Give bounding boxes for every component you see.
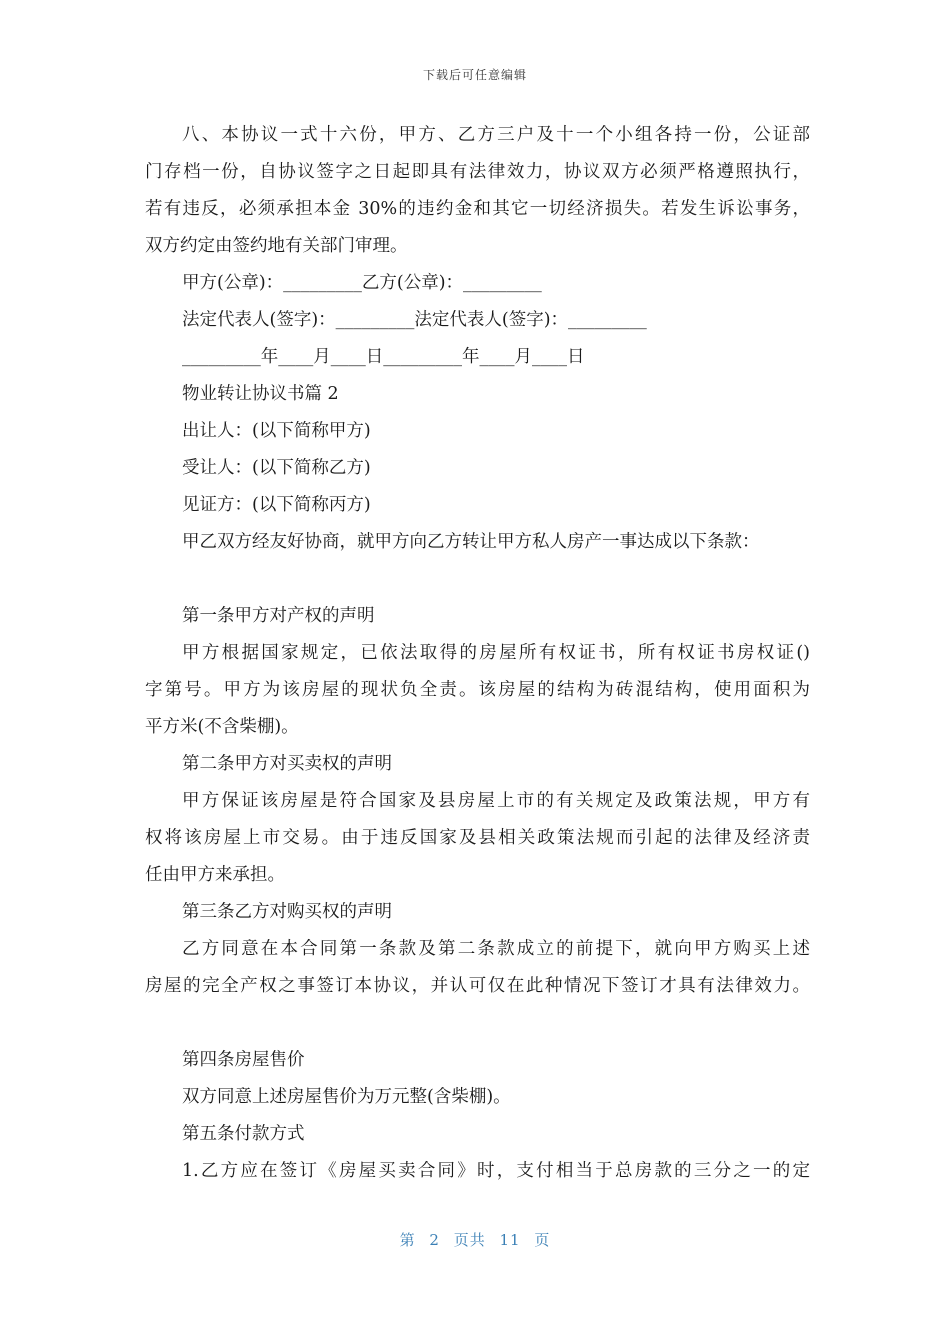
- paragraph-line: 物业转让协议书篇 2: [182, 384, 339, 404]
- paragraph-line: 乙方同意在本合同第一条款及第二条款成立的前提下，就向甲方购买上述: [182, 939, 810, 959]
- paragraph-line: 任由甲方来承担。: [145, 865, 285, 885]
- paragraph-line: 受让人：(以下简称乙方): [182, 458, 371, 478]
- paragraph-line: 若有违反，必须承担本金 30%的违约金和其它一切经济损失。若发生诉讼事务，: [145, 199, 810, 219]
- blank-line: [145, 561, 810, 598]
- paragraph-line: 出让人：(以下简称甲方): [182, 421, 371, 441]
- paragraph-line: 第四条房屋售价: [182, 1050, 305, 1070]
- paragraph-line: 法定代表人(签字)：_________法定代表人(签字)：_________: [182, 310, 647, 330]
- paragraph-line: 平方米(不含柴棚)。: [145, 717, 299, 737]
- paragraph-line: 权将该房屋上市交易。由于违反国家及县相关政策法规而引起的法律及经济责: [145, 828, 810, 848]
- paragraph-line: 第三条乙方对购买权的声明: [182, 902, 392, 922]
- paragraph-line: 甲方根据国家规定，已依法取得的房屋所有权证书，所有权证书房权证(): [182, 643, 810, 663]
- paragraph-line: 字第号。甲方为该房屋的现状负全责。该房屋的结构为砖混结构，使用面积为: [145, 680, 810, 700]
- paragraph-line: 八、本协议一式十六份，甲方、乙方三户及十一个小组各持一份，公证部: [182, 125, 810, 145]
- paragraph-line: 1.乙方应在签订《房屋买卖合同》时，支付相当于总房款的三分之一的定: [182, 1161, 810, 1181]
- header-note: 下载后可任意编辑: [422, 68, 527, 82]
- paragraph-line: 甲乙双方经友好协商，就甲方向乙方转让甲方私人房产一事达成以下条款：: [182, 532, 760, 552]
- paragraph-line: 双方同意上述房屋售价为万元整(含柴棚)。: [182, 1087, 511, 1107]
- paragraph-line: 甲方(公章)：_________乙方(公章)：_________: [182, 273, 542, 293]
- paragraph-line: 双方约定由签约地有关部门审理。: [145, 236, 408, 256]
- paragraph-line: _________年____月____日_________年____月____日: [182, 347, 585, 367]
- paragraph-line: 第五条付款方式: [182, 1124, 305, 1144]
- paragraph-line: 见证方：(以下简称丙方): [182, 495, 371, 515]
- paragraph-line: 门存档一份，自协议签字之日起即具有法律效力，协议双方必须严格遵照执行，: [145, 162, 810, 182]
- paragraph-line: 房屋的完全产权之事签订本协议，并认可仅在此种情况下签订才具有法律效力。: [145, 976, 810, 996]
- document-body: [145, 117, 810, 1190]
- blank-line: [145, 1005, 810, 1042]
- paragraph-line: 第二条甲方对买卖权的声明: [182, 754, 392, 774]
- page-number: 第 2 页共 11 页: [399, 1231, 551, 1249]
- paragraph-line: 第一条甲方对产权的声明: [182, 606, 375, 626]
- paragraph-line: 甲方保证该房屋是符合国家及县房屋上市的有关规定及政策法规，甲方有: [182, 791, 810, 811]
